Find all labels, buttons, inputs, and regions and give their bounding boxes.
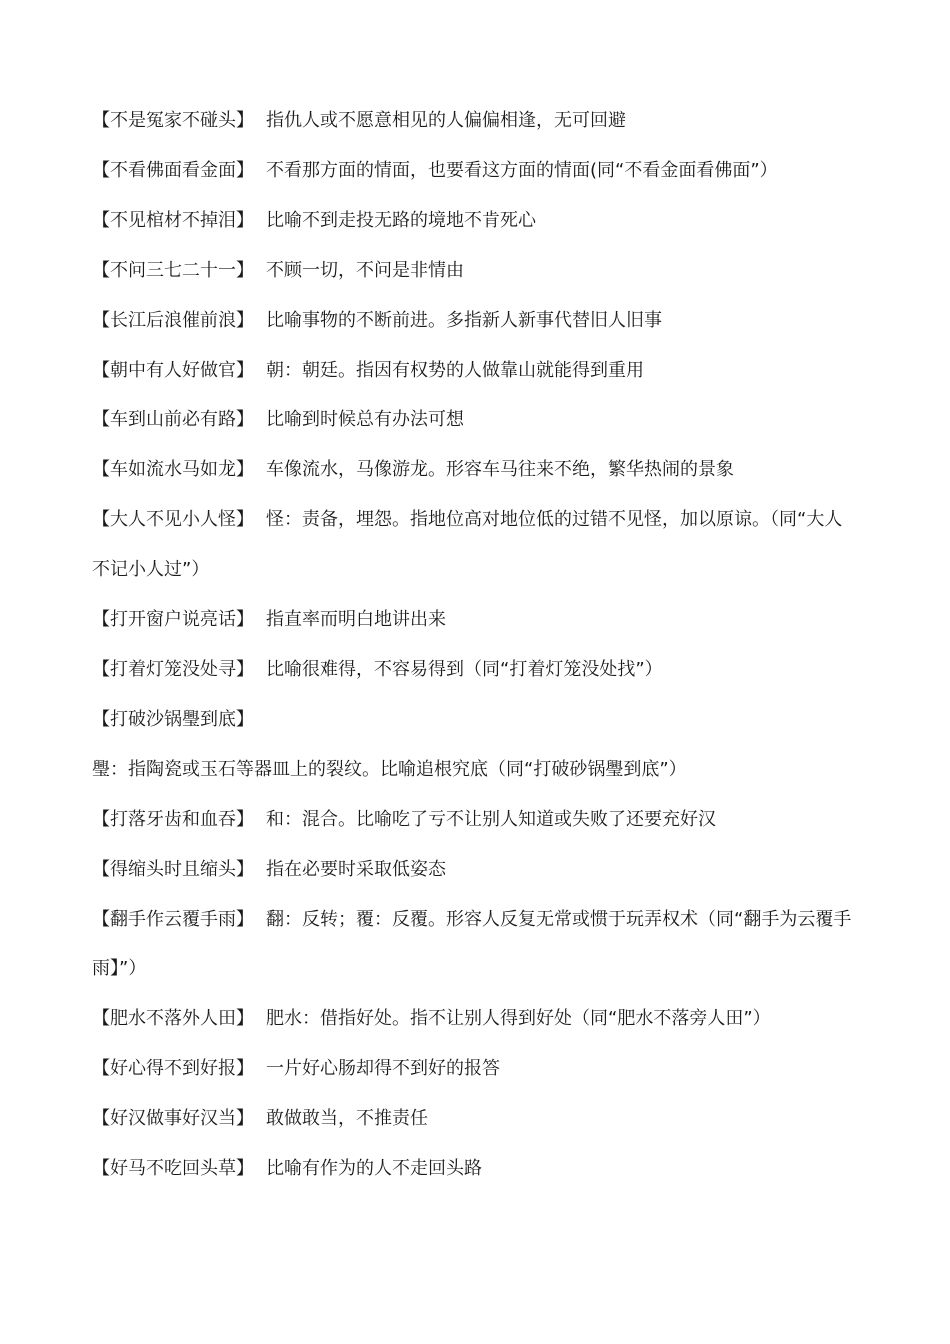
- idiom-term: 【不是冤家不碰头】: [92, 110, 254, 131]
- idiom-entry: [92, 196, 852, 246]
- idiom-term: 【大人不见小人怪】: [92, 509, 254, 531]
- idiom-definition: 比喻到时候总有办法可想: [266, 409, 464, 431]
- idiom-definition: 比喻有作为的人不走回头路: [266, 1158, 482, 1180]
- idiom-entry: [92, 146, 852, 196]
- idiom-definition: 不看那方面的情面，也要看这方面的情面(同“不看金面看佛面”）: [266, 159, 778, 181]
- idiom-entry: [92, 645, 852, 695]
- idiom-term: 【好心得不到好报】: [92, 1058, 254, 1080]
- idiom-term: 【翻手作云覆手雨】: [92, 908, 254, 930]
- idiom-term: 【朝中有人好做官】: [92, 359, 254, 381]
- idiom-definition: 翻：反转；覆：反覆。形容人反复无常或惯于玩弄权术（同“翻手为云覆手雨】”）: [92, 908, 852, 980]
- idiom-definition: 指在必要时采取低姿态: [266, 858, 446, 880]
- idiom-term: 【打落牙齿和血吞】: [92, 808, 254, 830]
- idiom-entry: [92, 595, 852, 645]
- idiom-term: 【好马不吃回头草】: [92, 1158, 254, 1180]
- idiom-entry: [92, 795, 852, 845]
- idiom-entry: [92, 346, 852, 396]
- idiom-definition: 比喻不到走投无路的境地不肯死心: [266, 209, 536, 231]
- idiom-entry: [92, 1094, 852, 1144]
- idiom-definition: 比喻事物的不断前进。多指新人新事代替旧人旧事: [266, 309, 662, 331]
- idiom-term: 【得缩头时且缩头】: [92, 858, 254, 880]
- idiom-entry: [92, 695, 852, 795]
- idiom-entry: [92, 495, 852, 595]
- idiom-entry: [92, 395, 852, 445]
- idiom-term: 【不见棺材不掉泪】: [92, 209, 254, 231]
- idiom-definition: 朝：朝廷。指因有权势的人做靠山就能得到重用: [266, 359, 644, 381]
- idiom-term: 【车如流水马如龙】: [92, 459, 254, 481]
- idiom-definition: 车像流水，马像游龙。形容车马往来不绝，繁华热闹的景象: [266, 459, 734, 481]
- idiom-term: 【长江后浪催前浪】: [92, 309, 254, 331]
- idiom-definition: 不顾一切，不问是非情由: [266, 259, 464, 281]
- idiom-term: 【打破沙锅璺到底】: [92, 708, 254, 730]
- idiom-term: 【不问三七二十一】: [92, 259, 254, 281]
- idiom-entry: [92, 246, 852, 296]
- idiom-definition: 指仇人或不愿意相见的人偏偏相逢，无可回避: [266, 110, 626, 131]
- idiom-entry: [92, 994, 852, 1044]
- idiom-entry: [92, 895, 852, 995]
- idiom-entry: [92, 1144, 852, 1194]
- idiom-definition: 一片好心肠却得不到好的报答: [266, 1058, 500, 1080]
- idiom-definition: 指直率而明白地讲出来: [266, 609, 446, 631]
- idiom-definition: 敢做敢当，不推责任: [266, 1108, 428, 1130]
- idiom-entry: [92, 1044, 852, 1094]
- idiom-term: 【好汉做事好汉当】: [92, 1108, 254, 1130]
- idiom-definition: 怪：责备，埋怨。指地位高对地位低的过错不见怪，加以原谅。（同“大人不记小人过”）: [92, 509, 843, 581]
- idiom-entry: [92, 845, 852, 895]
- idiom-definition: 和：混合。比喻吃了亏不让别人知道或失败了还要充好汉: [266, 808, 716, 830]
- idiom-definition: 肥水：借指好处。指不让别人得到好处（同“肥水不落旁人田”）: [266, 1008, 771, 1030]
- idiom-term: 【打开窗户说亮话】: [92, 609, 254, 631]
- idiom-term: 【肥水不落外人田】: [92, 1008, 254, 1030]
- idiom-definition: 比喻很难得，不容易得到（同“打着灯笼没处找”）: [266, 658, 663, 680]
- idiom-definition: 璺：指陶瓷或玉石等器皿上的裂纹。比喻追根究底（同“打破砂锅璺到底”）: [92, 758, 687, 780]
- idiom-term: 【车到山前必有路】: [92, 409, 254, 431]
- idiom-list: [92, 96, 852, 1194]
- idiom-entry: [92, 96, 852, 146]
- idiom-entry: [92, 445, 852, 495]
- idiom-entry: [92, 296, 852, 346]
- idiom-term: 【不看佛面看金面】: [92, 159, 254, 181]
- idiom-term: 【打着灯笼没处寻】: [92, 658, 254, 680]
